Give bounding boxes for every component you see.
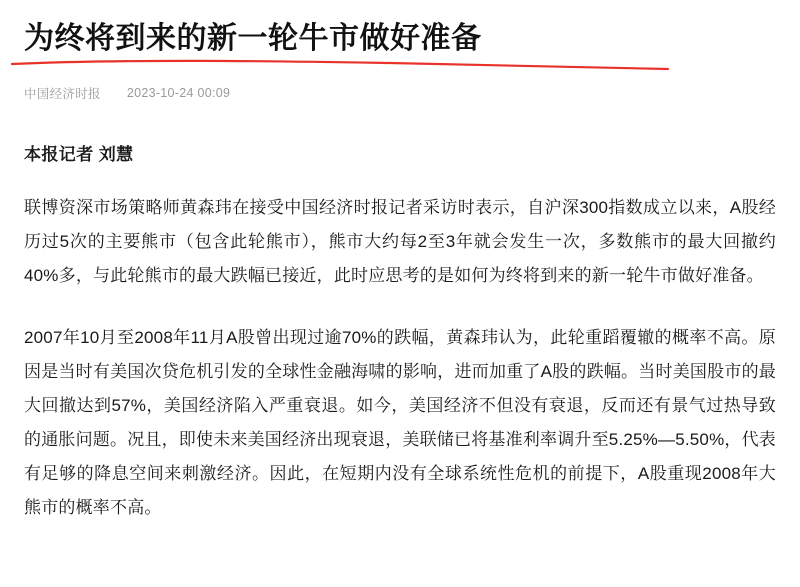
article-byline: 本报记者 刘慧 bbox=[24, 145, 134, 164]
article-timestamp: 2023-10-24 00:09 bbox=[126, 86, 231, 100]
article-meta bbox=[24, 84, 776, 102]
article-source: 中国经济时报 bbox=[24, 87, 101, 101]
article-paragraph: 2007年10月至2008年11月A股曾出现过逾70%的跌幅，黄森玮认为，此轮重蹈覆辙的概率不高。原因是当时有美国次贷危机引发的全球性金融海啸的影响，进而加重了A股的跌幅。当时美国股市的最大回撤达到57%，美国经济陷入严重衰退。如今，美国经济不但没有衰退，反而还有景气过热导致的通胀问题。况且，即使未来美国经济出现衰退，美联储已将基准利率调升至5.25%—5.50%，代表有足够的降息空间来刺激经济。因此，在短期内没有全球系统性危机的前提下，A股重现2008年大熊市的概率不高。 bbox=[24, 328, 777, 517]
title-underline-annotation bbox=[10, 58, 670, 72]
article-paragraph: 联博资深市场策略师黄森玮在接受中国经济时报记者采访时表示，自沪深300指数成立以来，A股经历过5次的主要熊市（包含此轮熊市），熊市大约每2至3年就会发生一次，多数熊市的最大回撤约40%多，与此轮熊市的最大跌幅已接近，此时应思考的是如何为终将到来的新一轮牛市做好准备。 bbox=[24, 198, 776, 285]
page-title: 为终将到来的新一轮牛市做好准备 bbox=[24, 22, 482, 55]
